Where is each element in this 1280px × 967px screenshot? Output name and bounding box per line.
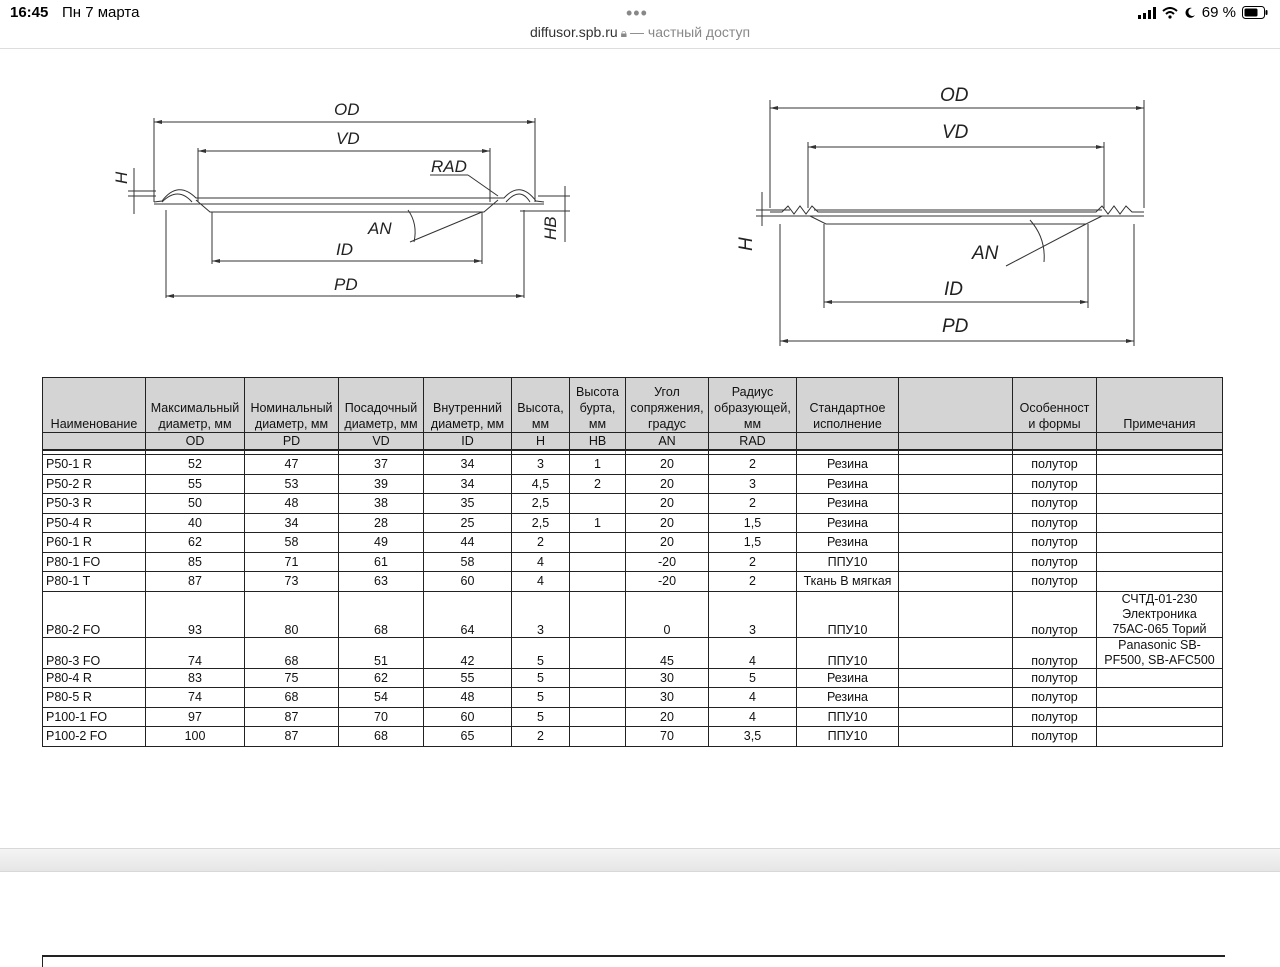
col-header: Радиус образующей, мм (709, 378, 797, 433)
status-indicators (1138, 4, 1268, 21)
table-cell (899, 513, 1013, 533)
row-note-cell (1097, 513, 1223, 533)
table-cell: 75 (245, 668, 339, 688)
label-VD-right: VD (942, 122, 969, 143)
table-cell: 2 (570, 474, 626, 494)
table-cell: 4 (709, 688, 797, 708)
table-row (43, 474, 1223, 494)
row-note-cell: Panasonic SB-PF500, SB-AFC500 (1097, 637, 1223, 668)
table-row (43, 552, 1223, 572)
table-cell: ППУ10 (797, 591, 899, 637)
col-header: Особенност и формы (1013, 378, 1097, 433)
table-cell: 20 (626, 533, 709, 553)
table-cell: 80 (245, 591, 339, 637)
label-HB: HB (541, 216, 560, 240)
table-cell: 74 (146, 637, 245, 668)
table-cell: 34 (245, 513, 339, 533)
table-cell: Резина (797, 474, 899, 494)
row-name-cell: P60-1 R (43, 533, 146, 553)
col-header: Максимальный диаметр, мм (146, 378, 245, 433)
table-cell: 2 (709, 455, 797, 475)
table-cell: 62 (339, 668, 424, 688)
row-name-cell: P100-2 FO (43, 727, 146, 747)
table-cell: 20 (626, 474, 709, 494)
row-name-cell: P80-1 FO (43, 552, 146, 572)
table-cell: Ткань В мягкая (797, 572, 899, 592)
table-cell: ППУ10 (797, 637, 899, 668)
table-cell (899, 533, 1013, 553)
table-cell: 2 (512, 727, 570, 747)
table-cell: 87 (146, 572, 245, 592)
table-cell: 55 (424, 668, 512, 688)
table-cell: 0 (626, 591, 709, 637)
table-cell: 5 (512, 637, 570, 668)
row-note-cell (1097, 494, 1223, 514)
table-cell: 1 (570, 513, 626, 533)
col-header: Номинальный диаметр, мм (245, 378, 339, 433)
table-cell: 3 (512, 591, 570, 637)
row-note-cell (1097, 727, 1223, 747)
col-header: Высота, мм (512, 378, 570, 433)
table-cell: полутор (1013, 513, 1097, 533)
row-note-cell: СЧТД-01-230 Электроника 75АС-065 Торий (1097, 591, 1223, 637)
table-cell: полутор (1013, 668, 1097, 688)
col-code (899, 433, 1013, 451)
table-cell (570, 707, 626, 727)
table-cell: 62 (146, 533, 245, 553)
table-cell (899, 572, 1013, 592)
table-cell: 30 (626, 688, 709, 708)
table-cell: 5 (709, 668, 797, 688)
table-cell: 70 (626, 727, 709, 747)
table-cell (570, 552, 626, 572)
table-cell: 55 (146, 474, 245, 494)
table-row (43, 707, 1223, 727)
table-row (43, 727, 1223, 747)
table-cell: полутор (1013, 572, 1097, 592)
col-header: Посадочный диаметр, мм (339, 378, 424, 433)
col-header: Высота бурта, мм (570, 378, 626, 433)
table-cell (899, 727, 1013, 747)
table-cell: 60 (424, 572, 512, 592)
table-cell: 2,5 (512, 513, 570, 533)
table-cell: 63 (339, 572, 424, 592)
table-cell: 35 (424, 494, 512, 514)
lock-icon: 🔒︎ (620, 26, 628, 40)
table-cell: 87 (245, 727, 339, 747)
top-divider (0, 48, 1280, 49)
status-bar (0, 0, 1280, 26)
status-date: Пн 7 марта (62, 4, 140, 21)
url-host: diffusor.spb.ru (529, 24, 618, 40)
table-cell: 3 (709, 591, 797, 637)
table-cell: 30 (626, 668, 709, 688)
col-header: Примечания (1097, 378, 1223, 433)
col-code: VD (339, 433, 424, 451)
row-name-cell: P80-2 FO (43, 591, 146, 637)
table-cell: 4 (709, 637, 797, 668)
table-cell (899, 591, 1013, 637)
table-row (43, 572, 1223, 592)
table-cell: -20 (626, 572, 709, 592)
table-cell: 4,5 (512, 474, 570, 494)
table-cell (570, 494, 626, 514)
table-cell (570, 572, 626, 592)
table-cell: ППУ10 (797, 707, 899, 727)
address-bar[interactable] (0, 24, 1280, 48)
row-note-cell (1097, 474, 1223, 494)
table-cell (899, 455, 1013, 475)
table-row (43, 591, 1223, 637)
col-header: Наименование (43, 378, 146, 433)
battery-percent: 69 % (1201, 4, 1236, 21)
signal-icon (1138, 7, 1156, 19)
table-cell: 68 (339, 727, 424, 747)
table-cell: полутор (1013, 591, 1097, 637)
table-cell: Резина (797, 513, 899, 533)
table-cell (899, 474, 1013, 494)
table-cell: Резина (797, 455, 899, 475)
col-code: ID (424, 433, 512, 451)
row-name-cell: P80-5 R (43, 688, 146, 708)
table-cell: 2 (709, 552, 797, 572)
table-cell: 20 (626, 707, 709, 727)
table-cell: 4 (709, 707, 797, 727)
url-note: — частный доступ (630, 24, 751, 40)
table-cell: 65 (424, 727, 512, 747)
table-cell: 58 (424, 552, 512, 572)
table-cell: 61 (339, 552, 424, 572)
table-cell: 37 (339, 455, 424, 475)
table-cell: 47 (245, 455, 339, 475)
row-note-cell (1097, 668, 1223, 688)
table-cell: 5 (512, 688, 570, 708)
table-cell (899, 688, 1013, 708)
table-cell: 38 (339, 494, 424, 514)
table-cell: 68 (245, 637, 339, 668)
table-row (43, 455, 1223, 475)
table-cell: 5 (512, 668, 570, 688)
table-row (43, 533, 1223, 553)
label-PD: PD (334, 275, 358, 294)
table-cell: 28 (339, 513, 424, 533)
label-ID: ID (336, 240, 353, 259)
table-cell: 34 (424, 474, 512, 494)
label-ID-right: ID (944, 279, 963, 300)
table-cell: 52 (146, 455, 245, 475)
row-name-cell: P80-3 FO (43, 637, 146, 668)
table-cell: полутор (1013, 727, 1097, 747)
table-cell: 49 (339, 533, 424, 553)
table-cell: 64 (424, 591, 512, 637)
table-cell: 2 (512, 533, 570, 553)
table-cell (570, 591, 626, 637)
spec-table (42, 377, 1223, 747)
col-header: Стандартное исполнение (797, 378, 899, 433)
table-cell: ППУ10 (797, 552, 899, 572)
table-cell: 39 (339, 474, 424, 494)
label-VD: VD (336, 129, 360, 148)
table-cell: ППУ10 (797, 727, 899, 747)
label-H: H (112, 171, 131, 184)
table-cell: 83 (146, 668, 245, 688)
table-cell (899, 552, 1013, 572)
table-cell: 53 (245, 474, 339, 494)
table-cell: 85 (146, 552, 245, 572)
table-cell: 1,5 (709, 513, 797, 533)
diffusor-drawing-rounded (100, 92, 600, 307)
table-cell: 70 (339, 707, 424, 727)
col-code: RAD (709, 433, 797, 451)
table-cell: 93 (146, 591, 245, 637)
table-cell: -20 (626, 552, 709, 572)
row-note-cell (1097, 552, 1223, 572)
table-cell: 45 (626, 637, 709, 668)
table-cell: 3,5 (709, 727, 797, 747)
label-RAD: RAD (431, 157, 467, 176)
table-cell (570, 637, 626, 668)
col-code: AN (626, 433, 709, 451)
table-cell: 73 (245, 572, 339, 592)
table-cell: 20 (626, 494, 709, 514)
table-cell: Резина (797, 668, 899, 688)
col-code: PD (245, 433, 339, 451)
table-cell: полутор (1013, 552, 1097, 572)
table-cell: полутор (1013, 455, 1097, 475)
table-cell (570, 533, 626, 553)
table-cell: 44 (424, 533, 512, 553)
row-note-cell (1097, 533, 1223, 553)
table-row (43, 688, 1223, 708)
table-cell: 71 (245, 552, 339, 572)
table-cell: 4 (512, 572, 570, 592)
table-code-row (43, 433, 1223, 451)
label-AN-right: AN (972, 243, 999, 264)
col-code (1097, 433, 1223, 451)
col-header (899, 378, 1013, 433)
table-cell: полутор (1013, 533, 1097, 553)
table-cell: 51 (339, 637, 424, 668)
table-cell: 1,5 (709, 533, 797, 553)
multitask-dots-icon[interactable]: ••• (626, 3, 648, 23)
table-cell: 1 (570, 455, 626, 475)
table-cell: 20 (626, 513, 709, 533)
row-name-cell: P80-4 R (43, 668, 146, 688)
table-cell: 2 (709, 494, 797, 514)
table-cell: 2,5 (512, 494, 570, 514)
row-note-cell (1097, 455, 1223, 475)
row-name-cell: P50-3 R (43, 494, 146, 514)
col-code (43, 433, 146, 451)
table-cell (570, 668, 626, 688)
table-cell: 60 (424, 707, 512, 727)
table-cell: 58 (245, 533, 339, 553)
table-cell: Резина (797, 494, 899, 514)
row-name-cell: P50-2 R (43, 474, 146, 494)
table-cell: 68 (245, 688, 339, 708)
label-AN: AN (368, 219, 392, 238)
label-OD: OD (334, 100, 360, 119)
table-cell (899, 637, 1013, 668)
table-row (43, 494, 1223, 514)
row-note-cell (1097, 572, 1223, 592)
moon-icon (1184, 7, 1196, 19)
table-cell: полутор (1013, 707, 1097, 727)
table-row (43, 668, 1223, 688)
table-cell: полутор (1013, 688, 1097, 708)
col-code: OD (146, 433, 245, 451)
table-row (43, 513, 1223, 533)
col-header: Внутренний диаметр, мм (424, 378, 512, 433)
col-code: H (512, 433, 570, 451)
table-cell: 50 (146, 494, 245, 514)
row-name-cell: P50-1 R (43, 455, 146, 475)
table-cell (570, 688, 626, 708)
col-header: Угол сопряжения, градус (626, 378, 709, 433)
row-name-cell: P50-4 R (43, 513, 146, 533)
label-OD-right: OD (940, 85, 969, 106)
table-cell: 2 (709, 572, 797, 592)
table-cell (899, 494, 1013, 514)
col-code (797, 433, 899, 451)
table-cell: 3 (709, 474, 797, 494)
table-cell: 97 (146, 707, 245, 727)
diffusor-drawing-corrugated (730, 78, 1160, 358)
table-cell: 20 (626, 455, 709, 475)
row-name-cell: P100-1 FO (43, 707, 146, 727)
table-cell: 34 (424, 455, 512, 475)
table-cell: 74 (146, 688, 245, 708)
table-cell: 100 (146, 727, 245, 747)
table-cell: 5 (512, 707, 570, 727)
table-cell: 42 (424, 637, 512, 668)
wifi-icon (1162, 7, 1178, 19)
col-code: HB (570, 433, 626, 451)
table-cell: 87 (245, 707, 339, 727)
table-cell: 54 (339, 688, 424, 708)
table-cell: 4 (512, 552, 570, 572)
table-cell: 48 (424, 688, 512, 708)
table-cell: полутор (1013, 637, 1097, 668)
row-note-cell (1097, 707, 1223, 727)
label-H-right: H (736, 237, 757, 251)
table-row (43, 637, 1223, 668)
row-name-cell: P80-1 T (43, 572, 146, 592)
table-cell: 3 (512, 455, 570, 475)
table-cell: полутор (1013, 494, 1097, 514)
table-cell (899, 707, 1013, 727)
battery-icon (1242, 6, 1268, 19)
table-cell: 48 (245, 494, 339, 514)
table-cell (570, 727, 626, 747)
page-separator (0, 848, 1280, 872)
table-cell: Резина (797, 688, 899, 708)
col-code (1013, 433, 1097, 451)
label-PD-right: PD (942, 316, 969, 337)
status-time: 16:45 (10, 4, 49, 21)
row-note-cell (1097, 688, 1223, 708)
table-cell: Резина (797, 533, 899, 553)
table-cell: полутор (1013, 474, 1097, 494)
table-cell: 40 (146, 513, 245, 533)
table-cell: 68 (339, 591, 424, 637)
table-cell (899, 668, 1013, 688)
table-header-row (43, 378, 1223, 433)
table-cell: 25 (424, 513, 512, 533)
